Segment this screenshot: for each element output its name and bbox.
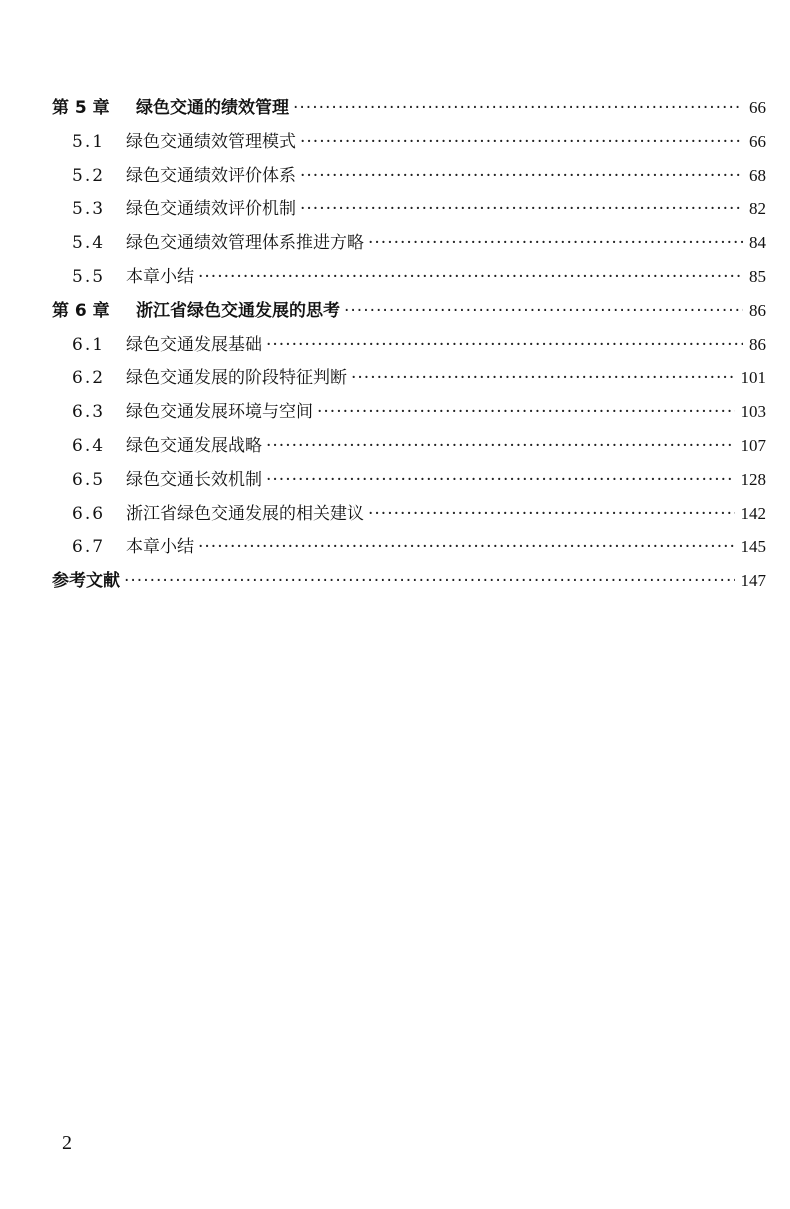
toc-entry-page: 142 bbox=[740, 503, 766, 523]
toc-entry-6-7[interactable] bbox=[52, 530, 766, 564]
toc-entry-page: 145 bbox=[740, 537, 766, 557]
toc-entry-page: 68 bbox=[749, 165, 766, 185]
toc-entry-title: 本章小结 bbox=[126, 537, 194, 558]
dot-leader bbox=[266, 430, 735, 464]
toc-entry-chapter-6[interactable] bbox=[52, 294, 766, 328]
toc-entry-title: 绿色交通发展环境与空间 bbox=[126, 402, 313, 423]
toc-entry-number: 5.5 bbox=[72, 266, 106, 287]
dot-leader bbox=[266, 464, 735, 498]
toc-entry-title: 绿色交通绩效评价体系 bbox=[126, 165, 296, 186]
toc-entry-number: 6.2 bbox=[72, 368, 106, 389]
dot-leader bbox=[293, 92, 743, 126]
toc-entry-6-6[interactable] bbox=[52, 497, 766, 531]
dot-leader bbox=[351, 362, 735, 396]
toc-entry-title: 绿色交通的绩效管理 bbox=[136, 98, 289, 118]
toc-entry-page: 86 bbox=[749, 334, 766, 354]
toc-entry-title: 绿色交通发展基础 bbox=[126, 334, 262, 355]
dot-leader bbox=[300, 193, 743, 227]
toc-entry-5-2[interactable] bbox=[52, 159, 766, 193]
toc-entry-page: 86 bbox=[749, 300, 766, 320]
dot-leader bbox=[300, 160, 743, 194]
toc-entry-5-1[interactable] bbox=[52, 125, 766, 159]
toc-entry-number: 5.4 bbox=[72, 233, 106, 254]
page-number: 2 bbox=[62, 1132, 72, 1154]
toc-entry-title: 绿色交通绩效评价机制 bbox=[126, 199, 296, 220]
toc-entry-page: 107 bbox=[740, 435, 766, 455]
toc-entry-number: 6.3 bbox=[72, 402, 106, 423]
toc-entry-title: 绿色交通发展战略 bbox=[126, 435, 262, 456]
toc-entry-page: 147 bbox=[740, 571, 766, 591]
toc-entry-number: 6.1 bbox=[72, 334, 106, 355]
toc-entry-title: 本章小结 bbox=[126, 266, 194, 287]
toc-entry-5-3[interactable] bbox=[52, 192, 766, 226]
toc-entry-title: 绿色交通长效机制 bbox=[126, 469, 262, 490]
dot-leader bbox=[300, 126, 743, 160]
toc-entry-number: 6.6 bbox=[72, 503, 106, 524]
toc-entry-6-3[interactable] bbox=[52, 395, 766, 429]
dot-leader bbox=[368, 227, 743, 261]
toc-entry-number: 6.5 bbox=[72, 469, 106, 490]
toc-entry-5-4[interactable] bbox=[52, 226, 766, 260]
dot-leader bbox=[317, 396, 735, 430]
toc-entry-page: 84 bbox=[749, 233, 766, 253]
toc-entry-number: 第 6 章 bbox=[52, 300, 110, 321]
toc-entry-title: 绿色交通绩效管理体系推进方略 bbox=[126, 233, 364, 254]
toc-entry-6-4[interactable] bbox=[52, 429, 766, 463]
toc-entry-page: 85 bbox=[749, 266, 766, 286]
dot-leader bbox=[266, 329, 743, 363]
toc-entry-page: 128 bbox=[740, 469, 766, 489]
toc-entry-title: 浙江省绿色交通发展的思考 bbox=[136, 300, 340, 321]
toc-entry-number: 5.1 bbox=[72, 131, 106, 152]
toc-entry-title: 绿色交通绩效管理模式 bbox=[126, 131, 296, 152]
dot-leader bbox=[198, 261, 743, 295]
toc-entry-page: 103 bbox=[740, 402, 766, 422]
toc-entry-number: 6.7 bbox=[72, 537, 106, 558]
dot-leader bbox=[124, 565, 735, 599]
toc-entry-number: 6.4 bbox=[72, 435, 106, 456]
dot-leader bbox=[198, 531, 735, 565]
dot-leader bbox=[368, 498, 735, 532]
toc-entry-number: 第 5 章 bbox=[52, 98, 110, 118]
table-of-contents bbox=[52, 91, 766, 598]
toc-entry-6-2[interactable] bbox=[52, 361, 766, 395]
toc-entry-5-5[interactable] bbox=[52, 260, 766, 294]
toc-entry-page: 66 bbox=[749, 131, 766, 151]
toc-entry-title: 浙江省绿色交通发展的相关建议 bbox=[126, 503, 364, 524]
toc-entry-page: 66 bbox=[749, 98, 766, 117]
toc-entry-6-5[interactable] bbox=[52, 463, 766, 497]
toc-entry-page: 101 bbox=[740, 368, 766, 388]
toc-entry-number: 5.3 bbox=[72, 199, 106, 220]
toc-entry-number: 5.2 bbox=[72, 165, 106, 186]
toc-entry-references[interactable] bbox=[52, 564, 766, 598]
toc-entry-title: 绿色交通发展的阶段特征判断 bbox=[126, 368, 347, 389]
dot-leader bbox=[344, 295, 743, 329]
toc-entry-chapter-5[interactable] bbox=[52, 91, 766, 125]
toc-entry-title: 参考文献 bbox=[52, 571, 120, 592]
toc-entry-page: 82 bbox=[749, 199, 766, 219]
toc-entry-6-1[interactable] bbox=[52, 328, 766, 362]
